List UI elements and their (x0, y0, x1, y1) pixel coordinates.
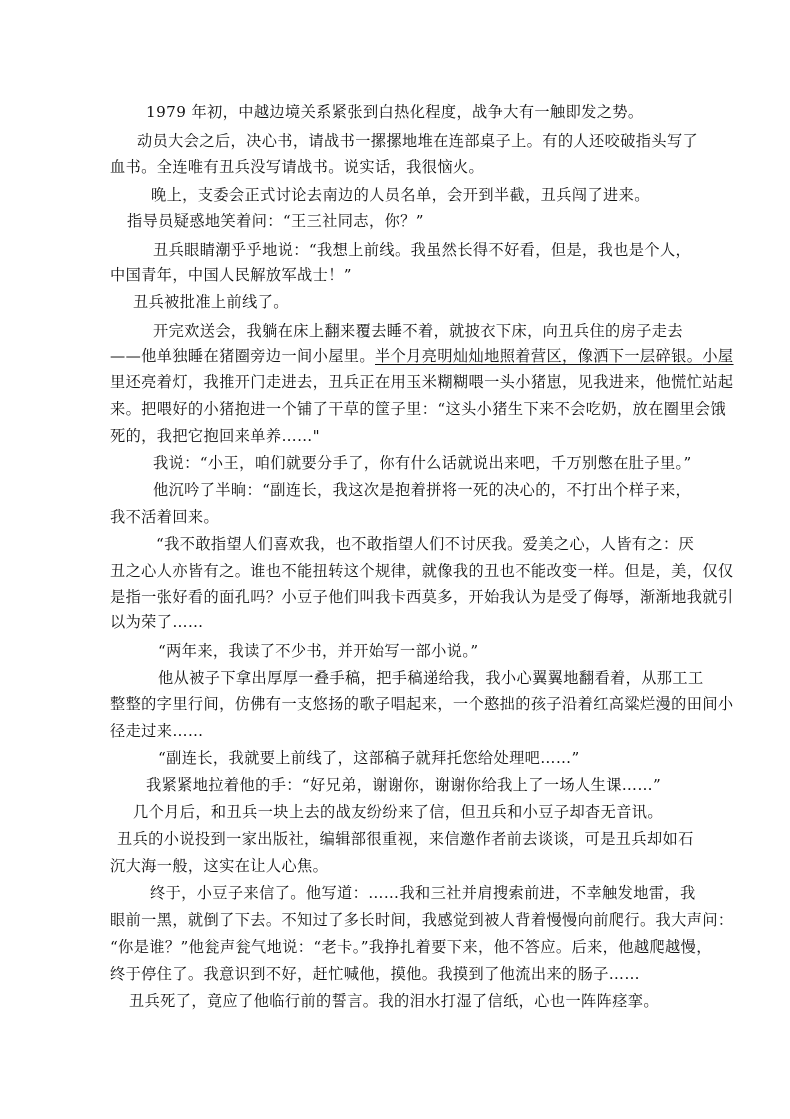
paragraph-line: “副连长，我就要上前线了，这部稿子就拜托您给处理吧……” (158, 749, 580, 767)
paragraph-line: 他从被子下拿出厚厚一叠手稿，把手稿递给我，我小心翼翼地翻看着，从那工工 (158, 669, 704, 687)
paragraph-line: 整整的字里行间，仿佛有一支悠扬的歌子唱起来，一个憨拙的孩子沿着红高粱烂漫的田间小 (110, 695, 734, 713)
text-span: ——他单独睡在猪圈旁边一间小屋里。 (110, 347, 375, 365)
paragraph-line (110, 346, 734, 366)
paragraph-line: 丑兵的小说投到一家出版社，编辑部很重视，来信邀作者前去谈谈，可是丑兵却如石 (117, 830, 694, 848)
paragraph-line: 死的，我把它抱回来单养……" (110, 427, 321, 445)
paragraph-line: 以为荣了…… (110, 613, 204, 631)
paragraph-line: 我说：“小王，咱们就要分手了，你有什么话就说出来吧，千万别憋在肚子里。” (153, 454, 692, 472)
paragraph-line: 我紧紧地拉着他的手：“好兄弟，谢谢你，谢谢你给我上了一场人生课……” (146, 776, 662, 794)
paragraph-line: 开完欢送会，我躺在床上翻来覆去睡不着，就披衣下床，向丑兵住的房子走去 (153, 322, 683, 340)
underlined-sentence: 半个月亮明灿灿地照着营区，像洒下一层碎银。 (375, 347, 703, 365)
paragraph-line: 丑兵被批准上前线了。 (133, 293, 289, 311)
paragraph-line: 沉大海一般，这实在让人心焦。 (110, 857, 329, 875)
paragraph-line: 眼前一黑，就倒了下去。不知过了多长时间，我感觉到被人背着慢慢向前爬行。我大声问： (110, 911, 734, 929)
paragraph-line: 中国青年，中国人民解放军战士！” (110, 266, 352, 284)
paragraph-line: 1979 年初，中越边境关系紧张到白热化程度，战争大有一触即发之势。 (146, 103, 644, 121)
text-span: 小屋 (702, 347, 734, 365)
paragraph-line: 血书。全连唯有丑兵没写请战书。说实话，我很恼火。 (110, 158, 485, 176)
paragraph-line: 晚上，支委会正式讨论去南边的人员名单，会开到半截，丑兵闯了进来。 (151, 186, 650, 204)
paragraph-line: 几个月后，和丑兵一块上去的战友纷纷来了信，但丑兵和小豆子却杳无音讯。 (133, 803, 663, 821)
paragraph-line: 里还亮着灯，我推开门走进去，丑兵正在用玉米糊糊喂一头小猪崽，见我进来，他慌忙站起 (110, 373, 734, 391)
paragraph-line: 来。把喂好的小猪抱进一个铺了干草的筐子里：“这头小猪生下来不会吃奶，放在圈里会饿 (110, 400, 727, 418)
paragraph-line: 丑兵眼睛潮乎乎地说：“我想上前线。我虽然长得不好看，但是，我也是个人， (153, 241, 692, 259)
paragraph-line: “两年来，我读了不少书，并开始写一部小说。” (158, 642, 479, 660)
paragraph-line: 指导员疑惑地笑着问：“王三社同志，你？” (127, 212, 424, 230)
paragraph-line: 丑之心人亦皆有之。谁也不能扭转这个规律，就像我的丑也不能改变一样。但是，美，仅仅 (110, 562, 734, 580)
paragraph-line: 终于，小豆子来信了。他写道：……我和三社并肩搜索前进，不幸触发地雷，我 (150, 884, 696, 902)
paragraph-line: 丑兵死了，竟应了他临行前的誓言。我的泪水打湿了信纸，心也一阵阵痉挛。 (129, 992, 659, 1010)
paragraph-line: “我不敢指望人们喜欢我，也不敢指望人们不讨厌我。爱美之心，人皆有之：厌 (156, 535, 695, 553)
paragraph-line: “你是谁？”他瓮声瓮气地说：“老卡。”我挣扎着要下来，他不答应。后来，他越爬越慢， (110, 938, 712, 956)
paragraph-line: 是指一张好看的面孔吗？小豆子他们叫我卡西莫多，开始我认为是受了侮辱，渐渐地我就引 (110, 588, 734, 606)
paragraph-line: 径走过来…… (110, 722, 204, 740)
paragraph-line: 他沉吟了半晌：“副连长，我这次是抱着拼将一死的决心的，不打出个样子来， (153, 481, 692, 499)
paragraph-line: 我不活着回来。 (110, 508, 220, 526)
paragraph-line: 终于停住了。我意识到不好，赶忙喊他，摸他。我摸到了他流出来的肠子…… (110, 965, 640, 983)
paragraph-line: 动员大会之后，决心书，请战书一摞摞地堆在连部桌子上。有的人还咬破指头写了 (137, 132, 699, 150)
